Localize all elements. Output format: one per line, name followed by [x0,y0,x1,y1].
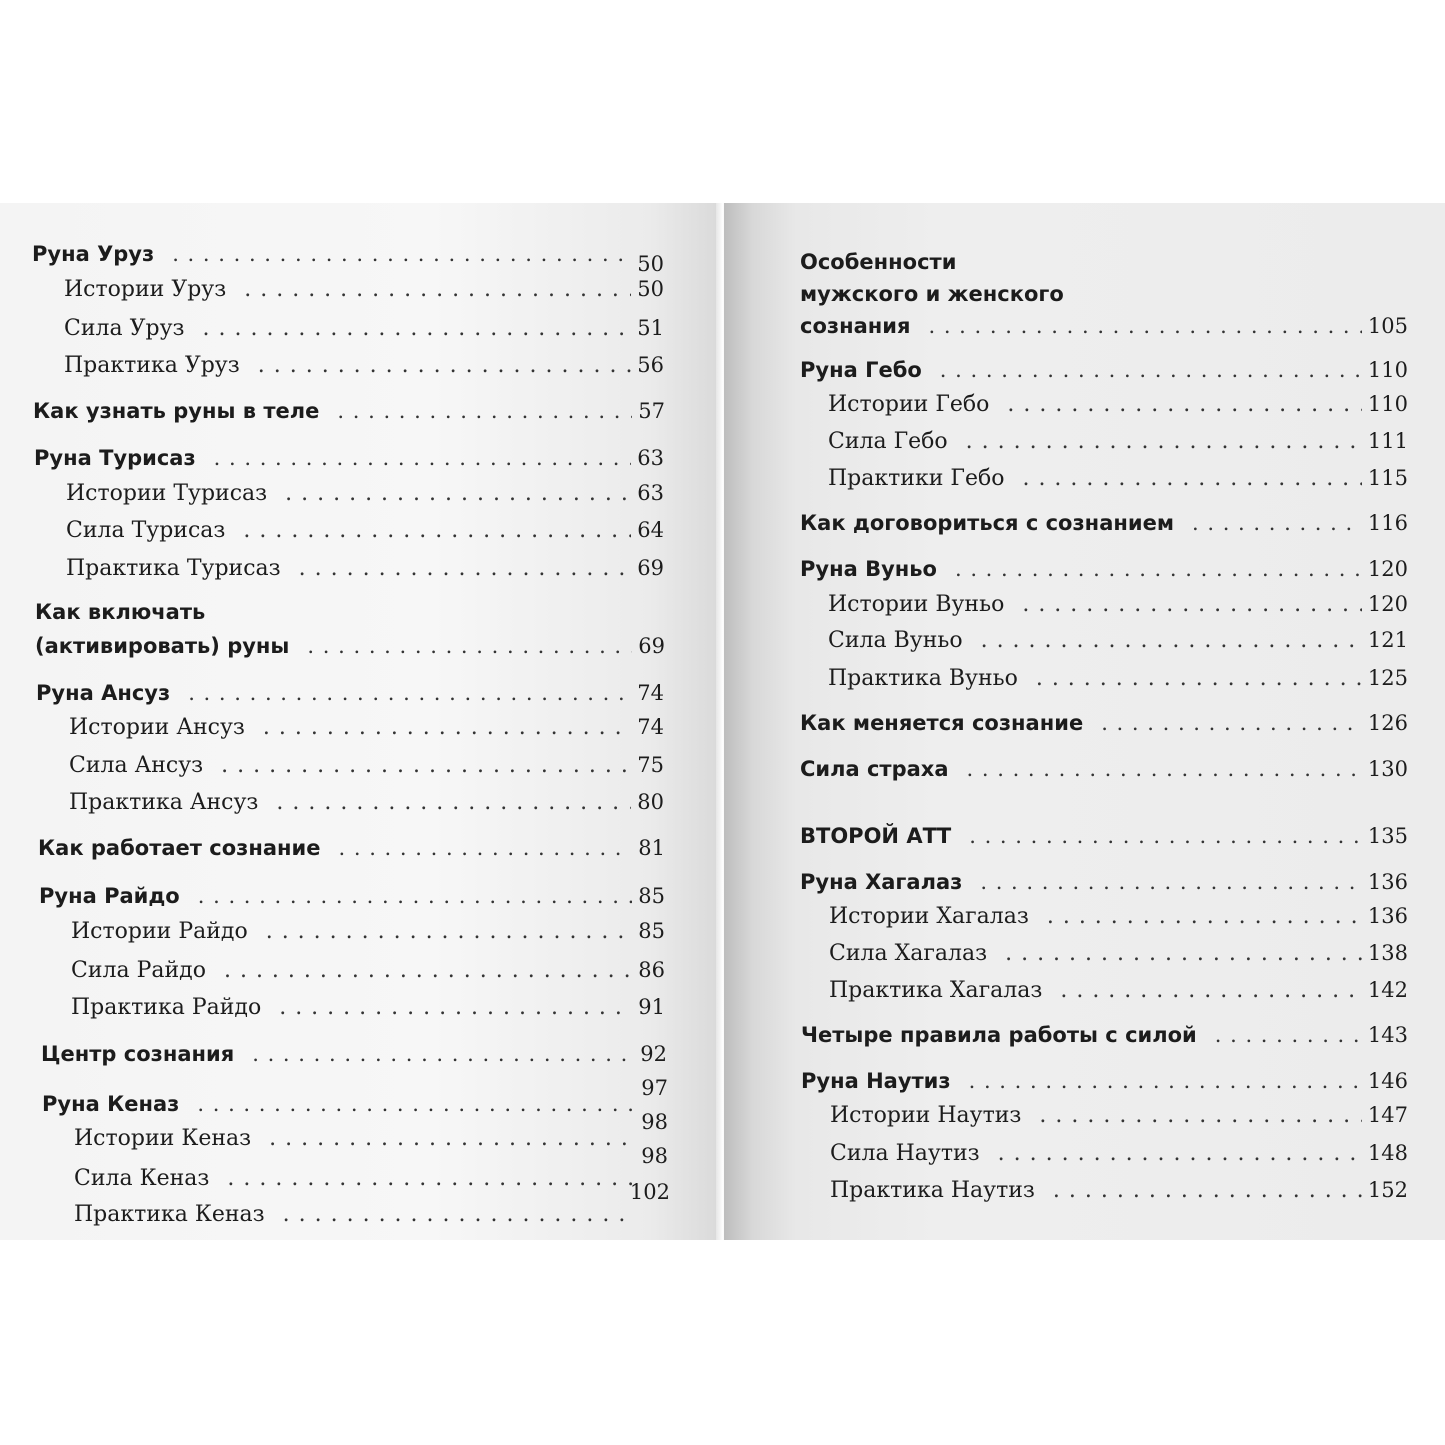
toc-leader-dots [198,881,633,911]
toc-page-number: 97 [641,1076,668,1100]
toc-entry-title: Руна Хагалаз [800,870,963,894]
toc-page-number: 50 [637,252,664,276]
toc-entry-title: Практика Хагалаз [829,978,1043,1003]
toc-entry [74,1180,670,1230]
toc-page-number: 105 [1367,314,1408,338]
left-toc [0,203,722,1240]
toc-entry-title-line2: (активировать) руны [35,634,290,658]
toc-entry [828,663,1408,694]
toc-entry-title: Руна Райдо [39,884,180,908]
toc-entry-title: ВТОРОЙ АТТ [800,824,952,848]
toc-leader-dots [981,626,1362,656]
toc-entry [800,355,1408,385]
toc-entry-title: Сила Гебо [828,429,948,454]
toc-entry-title: Практика Уруз [64,353,240,378]
toc-entry-title-line1: Особенности [800,250,957,274]
toc-entry [34,443,664,473]
toc-entry-title: Руна Ансуз [36,681,171,705]
toc-entry [69,750,664,781]
toc-entry [828,589,1408,620]
toc-entry [828,463,1408,494]
toc-page-number: 110 [1367,392,1408,416]
toc-entry-title: Истории Уруз [64,277,227,302]
toc-entry [828,426,1408,457]
toc-entry-title: Четыре правила работы с силой [801,1023,1197,1047]
toc-leader-dots [276,788,631,818]
toc-entry-title: Руна Кеназ [42,1092,180,1116]
toc-leader-dots [266,917,633,947]
toc-entry [64,350,664,381]
toc-page-number: 120 [1367,592,1408,616]
toc-entry-multiline [800,246,1408,342]
toc-leader-dots [928,310,1361,342]
toc-leader-dots [969,1066,1362,1096]
toc-entry-title: Сила Турисаз [66,518,226,543]
toc-page-number: 69 [638,634,665,658]
toc-leader-dots [203,314,632,344]
toc-entry-title: Руна Гебо [800,358,922,382]
toc-page-number: 111 [1367,429,1408,453]
toc-entry [829,901,1408,932]
toc-page-number: 80 [637,790,664,814]
toc-page-number: 136 [1367,904,1408,928]
toc-entry-title: Практика Кеназ [74,1202,265,1227]
toc-page-number: 91 [638,995,665,1019]
toc-entry [36,678,664,708]
toc-page-number: 85 [638,884,665,908]
toc-page-number: 125 [1367,666,1408,690]
toc-leader-dots [1039,1101,1362,1131]
toc-page-number: 135 [1367,824,1408,848]
toc-entry-title: Как узнать руны в теле [33,399,320,423]
toc-entry-title: Практика Турисаз [66,556,281,581]
toc-entry-title-line1: Как включать [35,600,206,624]
toc-entry [38,833,665,863]
toc-leader-dots [279,993,632,1023]
toc-entry [64,313,664,344]
toc-page-number: 143 [1367,1023,1408,1047]
toc-entry [66,478,664,509]
toc-page-number: 116 [1367,511,1408,535]
toc-page-number: 115 [1367,466,1408,490]
toc-entry [64,274,664,305]
toc-entry [830,1100,1408,1131]
toc-page-number: 74 [637,715,664,739]
toc-page-number: 69 [637,556,664,580]
toc-leader-dots [1005,939,1362,969]
toc-leader-dots [227,1164,635,1194]
toc-page-number: 102 [629,1180,670,1204]
toc-entry [800,821,1408,851]
toc-entry-title: Центр сознания [41,1042,235,1066]
toc-entry-title: Как договориться с сознанием [800,511,1174,535]
toc-entry-title: Истории Райдо [71,919,248,944]
toc-entry-title-line3: сознания [800,314,911,338]
toc-leader-dots [1192,508,1362,538]
toc-entry [32,239,664,276]
toc-leader-dots [1053,1176,1362,1206]
toc-page-number: 120 [1367,557,1408,581]
toc-entry-title: Как меняется сознание [800,711,1084,735]
toc-leader-dots [980,867,1362,897]
toc-entry-multiline [35,597,665,661]
toc-entry [66,553,664,584]
toc-entry-title: Руна Вуньо [800,557,937,581]
toc-leader-dots [969,821,1362,851]
toc-page-number: 75 [637,753,664,777]
toc-leader-dots [1215,1020,1362,1050]
toc-page-number: 126 [1367,711,1408,735]
toc-entry-title: Истории Хагалаз [829,904,1029,929]
toc-entry [42,1076,668,1119]
toc-leader-dots [299,554,632,584]
toc-page-number: 85 [638,919,665,943]
toc-page-number: 56 [637,353,664,377]
toc-page-number: 146 [1367,1069,1408,1093]
toc-entry-title: Истории Наутиз [830,1103,1022,1128]
toc-leader-dots [1022,464,1361,494]
toc-page-number: 74 [637,681,664,705]
toc-entry-title: Сила Уруз [64,316,185,341]
toc-leader-dots [337,396,632,426]
toc-entry-title: Сила Хагалаз [829,941,988,966]
toc-entry-title: Сила Наутиз [830,1141,980,1166]
toc-entry [829,938,1408,969]
toc-entry [801,1020,1408,1050]
toc-entry-title: Практика Вуньо [828,666,1018,691]
toc-page-number: 138 [1367,941,1408,965]
toc-entry-title: Сила Кеназ [74,1166,210,1191]
toc-entry [71,955,665,986]
toc-leader-dots [258,351,632,381]
toc-entry [69,712,664,743]
toc-entry [828,625,1408,656]
toc-page-number: 63 [637,481,664,505]
toc-page-number: 136 [1367,870,1408,894]
toc-entry [800,554,1408,584]
toc-entry-title: Истории Турисаз [66,481,268,506]
toc-entry [829,975,1408,1006]
toc-entry-title: Практика Наутиз [830,1178,1035,1203]
toc-entry [800,708,1408,738]
toc-entry [800,867,1408,897]
toc-leader-dots [998,1139,1362,1169]
toc-leader-dots [307,631,632,661]
toc-leader-dots [339,833,633,863]
toc-page-number: 98 [641,1144,668,1168]
toc-leader-dots [966,427,1362,457]
toc-page-number: 81 [638,836,665,860]
toc-leader-dots [940,355,1362,385]
toc-entry-title: Руна Турисаз [34,446,196,470]
right-page [724,203,1445,1240]
toc-entry [828,389,1408,420]
toc-entry [74,1144,668,1194]
toc-page-number: 50 [637,277,664,301]
toc-page-number: 110 [1367,358,1408,382]
toc-page-number: 92 [640,1042,667,1066]
toc-entry [830,1138,1408,1169]
toc-entry-title-line2: мужского и женского [800,282,1064,306]
toc-leader-dots [285,479,631,509]
toc-leader-dots [244,275,631,305]
toc-leader-dots [1007,390,1362,420]
toc-entry [69,787,664,818]
left-page [0,203,722,1240]
toc-entry-title: Сила страха [800,757,949,781]
toc-leader-dots [224,956,632,986]
toc-leader-dots [188,678,631,708]
toc-entry [801,1066,1408,1096]
toc-leader-dots [955,554,1362,584]
toc-entry-title: Истории Гебо [828,392,990,417]
toc-leader-dots [1101,708,1362,738]
toc-entry-title: Руна Уруз [32,242,155,266]
toc-page-number: 121 [1367,628,1408,652]
toc-page-number: 64 [637,518,664,542]
toc-leader-dots [1047,902,1362,932]
toc-entry-title: Истории Ансуз [69,715,245,740]
toc-leader-dots [252,1039,634,1069]
toc-entry-title: Сила Райдо [71,958,206,983]
toc-entry-title: Руна Наутиз [801,1069,951,1093]
toc-leader-dots [172,239,631,269]
toc-entry [800,508,1408,538]
toc-page-number: 51 [637,316,664,340]
toc-leader-dots [263,713,631,743]
toc-page-number: 98 [641,1110,668,1134]
toc-leader-dots [1060,976,1362,1006]
toc-entry-title: Практики Гебо [828,466,1005,491]
toc-leader-dots [1022,590,1362,620]
toc-entry-title: Практика Ансуз [69,790,259,815]
toc-entry [39,881,665,911]
toc-entry [74,1110,668,1154]
toc-entry-title: Сила Ансуз [69,753,204,778]
toc-entry [830,1175,1408,1206]
toc-leader-dots [967,754,1362,784]
toc-page-number: 148 [1367,1141,1408,1165]
toc-leader-dots [243,516,631,546]
toc-leader-dots [283,1200,624,1230]
toc-entry [71,916,665,947]
toc-leader-dots [214,443,632,473]
toc-entry-title: Практика Райдо [71,995,262,1020]
toc-entry-line3 [800,310,1408,342]
toc-page-number: 142 [1367,978,1408,1002]
toc-leader-dots [221,751,631,781]
toc-entry [41,1039,667,1069]
toc-entry-title: Истории Вуньо [828,592,1005,617]
toc-page-number: 86 [638,958,665,982]
toc-entry-title: Истории Кеназ [74,1126,252,1151]
toc-leader-dots [269,1124,635,1154]
toc-entry [800,754,1408,784]
toc-entry [71,992,665,1023]
toc-entry [33,396,665,426]
toc-leader-dots [1036,664,1362,694]
right-toc [724,203,1445,1240]
toc-page-number: 147 [1367,1103,1408,1127]
toc-page-number: 57 [638,399,665,423]
toc-entry-line2 [35,631,665,661]
toc-entry [66,515,664,546]
toc-leader-dots [197,1089,635,1119]
toc-entry-title: Как работает сознание [38,836,321,860]
toc-page-number: 152 [1367,1178,1408,1202]
toc-page-number: 130 [1367,757,1408,781]
toc-entry-title: Сила Вуньо [828,628,963,653]
toc-page-number: 63 [637,446,664,470]
